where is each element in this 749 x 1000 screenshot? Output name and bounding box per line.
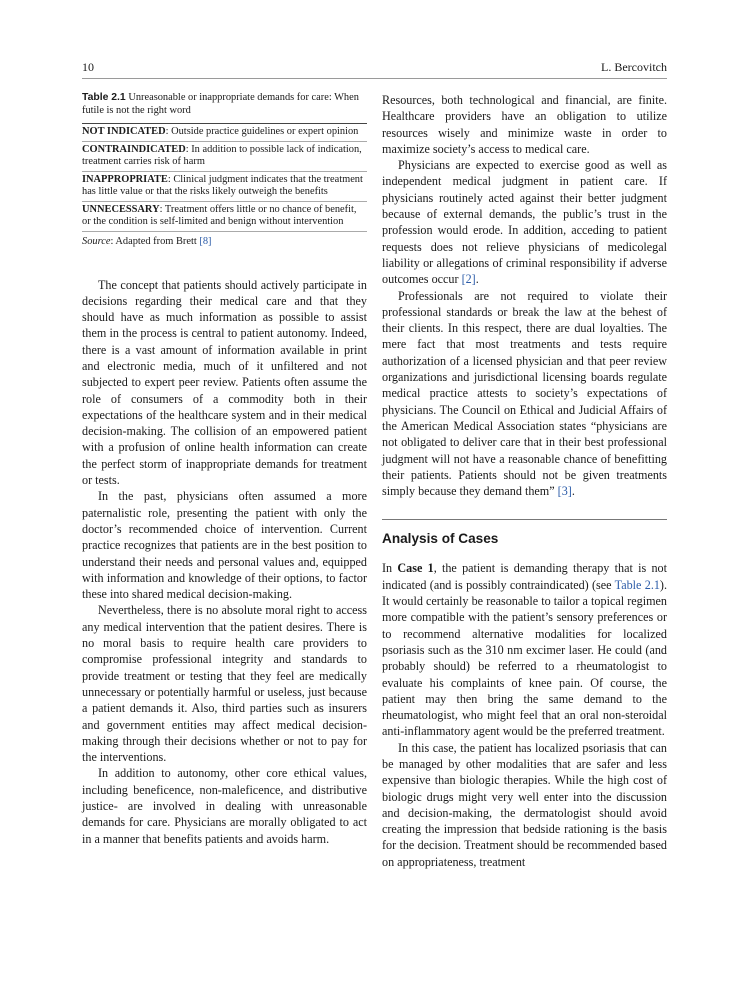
table-term: CONTRAINDICATED	[82, 144, 186, 155]
table-2-1	[82, 92, 367, 249]
table-source-text: : Adapted from Brett	[110, 236, 200, 247]
paragraph-text: ). It would certainly be reasonable to tailor a topical regimen more compatible with the patient’s sensory preferences or to recommend alternative modalities for localized psoriasis such as the 310 nm excimer laser. He could (and probably should) be referred to a rheumatologist to evaluate his complaints of knee pain. Of course, the patient may then bring the same demand to the rheumatologist, who might feel that an oral non-steroidal anti-inflammatory agent would be the preferred treatment.	[382, 577, 667, 739]
paragraph-text: Professionals are not required to violate their professional standards or break the law at the behest of their clients. In this respect, there are dual loyalties. The mere fact that most treatments and tests require authorization of a licensed physician and that peer review organizations and jurisdictional licensing boards regulate medical practice attests to society’s expectations of physicians. The Council on Ethical and Judicial Affairs of the American Medical Association states “physicians are not obligated to deliver care that in their best professional judgment will not have a reasonable chance of benefitting their patients. Patients should not be given treatments simply because they demand them”	[382, 288, 667, 499]
table-caption	[82, 92, 367, 117]
paragraph-end: .	[475, 272, 479, 287]
table-caption-text: Unreasonable or inappropriate demands for care: When futile is not the right word	[82, 92, 359, 116]
table-source	[82, 232, 367, 249]
paragraph	[382, 157, 667, 287]
table-source-label: Source	[82, 236, 111, 247]
right-body-text	[382, 92, 667, 499]
table-row	[82, 124, 367, 142]
paragraph: The concept that patients should actively participate in decisions regarding their medical care and that they should have as much information as possible to assist them in the process is central to patient autonomy. Indeed, there is a vast amount of information available in print and electronic media, much of it unfiltered and not subjected to expert peer review. Patients often assume the role of consumers of a commodity both in their expectations of the healthcare system and in their medical decision-making. The collision of an empowered patient with a profusion of online health information can create the perfect storm of inappropriate demands for treatment or tests.	[82, 277, 367, 488]
paragraph-text: Physicians are expected to exercise good as well as independent medical judgment in patient care. If physicians routinely acted against their better judgment because of external demands, the public’s trust in the profession would erode. In addition, acceding to patient requests does not relieve physicians of medicolegal liability or allegations of criminal responsibility if adverse outcomes occur	[382, 158, 667, 287]
paragraph: Resources, both technological and financial, are finite. Healthcare providers have an obligation to utilize resources wisely and minimize waste in order to maximize society’s access to medical care.	[382, 93, 667, 156]
paragraph: In the past, physicians often assumed a more paternalistic role, presenting the patient with only the doctor’s recommended choice of intervention. Current practice recognizes that patients are in the best position to understand their needs and personal values and, equipped with information and knowledge of their options, to factor these into shared medical decision-making.	[82, 489, 367, 602]
table-definition: : Clinical judgment indicates that the treatment has little value or that the risks likely outweigh the benefits	[82, 174, 363, 197]
table-term: INAPPROPRIATE	[82, 174, 168, 185]
table-definition: : Outside practice guidelines or expert opinion	[165, 126, 359, 137]
right-column	[382, 92, 667, 870]
page-number: 10	[82, 60, 94, 74]
table-row	[82, 172, 367, 202]
paragraph	[382, 560, 667, 739]
table-term: UNNECESSARY	[82, 204, 160, 215]
left-column	[82, 92, 367, 847]
analysis-body-text	[382, 560, 667, 870]
paragraph: In this case, the patient has localized psoriasis that can be managed by other modalities that are safer and less expensive than biologic therapies. While the high cost of biologic drugs might very well enter into the discussion and decision-making, the dermatologist should avoid creating the impression that bedside rationing is the basis for the decision. Treatment should be recommended based on appropriateness, treatment	[382, 740, 667, 869]
citation-link[interactable]: [8]	[199, 236, 212, 247]
paragraph-text: In	[382, 561, 398, 576]
table-row	[82, 202, 367, 232]
citation-link[interactable]: [3]	[557, 484, 572, 499]
section-heading: Analysis of Cases	[382, 531, 499, 547]
table-caption-number: Table 2.1	[82, 92, 126, 103]
paragraph: Nevertheless, there is no absolute moral right to access any medical intervention that the patient desires. There is no moral basis to require health care providers to compromise professional integrity and standards to provide treatment or testing that they feel are medically unnecessary or potentially harmful or useless, just because a patient demands it. Also, third parties such as insurers and government entities may affect medical decision-making through their decisions whether or not to pay for the interventions.	[82, 603, 367, 765]
section-rule	[382, 519, 667, 520]
paragraph: In addition to autonomy, other core ethical values, including beneficence, non-maleficence, and distributive justice- are involved in dealing with unreasonable demands for care. Physicians are morally obligated to act in a manner that benefits patients and avoids harm.	[82, 766, 367, 846]
page-header	[82, 58, 667, 79]
paragraph-end: .	[571, 484, 575, 499]
table-term: NOT INDICATED	[82, 126, 166, 137]
table-definition: : In addition to possible lack of indication, treatment carries risk of harm	[82, 144, 362, 167]
table-definition: : Treatment offers little or no chance of benefit, or the condition is self-limited and benign without intervention	[82, 204, 357, 227]
table-row	[82, 142, 367, 172]
running-head: L. Bercovitch	[601, 60, 667, 74]
left-body-text	[82, 277, 367, 847]
paragraph-text: , the patient is demanding therapy that is not indicated (and is possibly contraindicated) (see	[382, 561, 667, 592]
paragraph	[382, 288, 667, 500]
table-reference-link[interactable]: Table 2.1	[614, 577, 660, 592]
case-label: Case 1	[397, 561, 434, 576]
citation-link[interactable]: [2]	[461, 272, 476, 287]
